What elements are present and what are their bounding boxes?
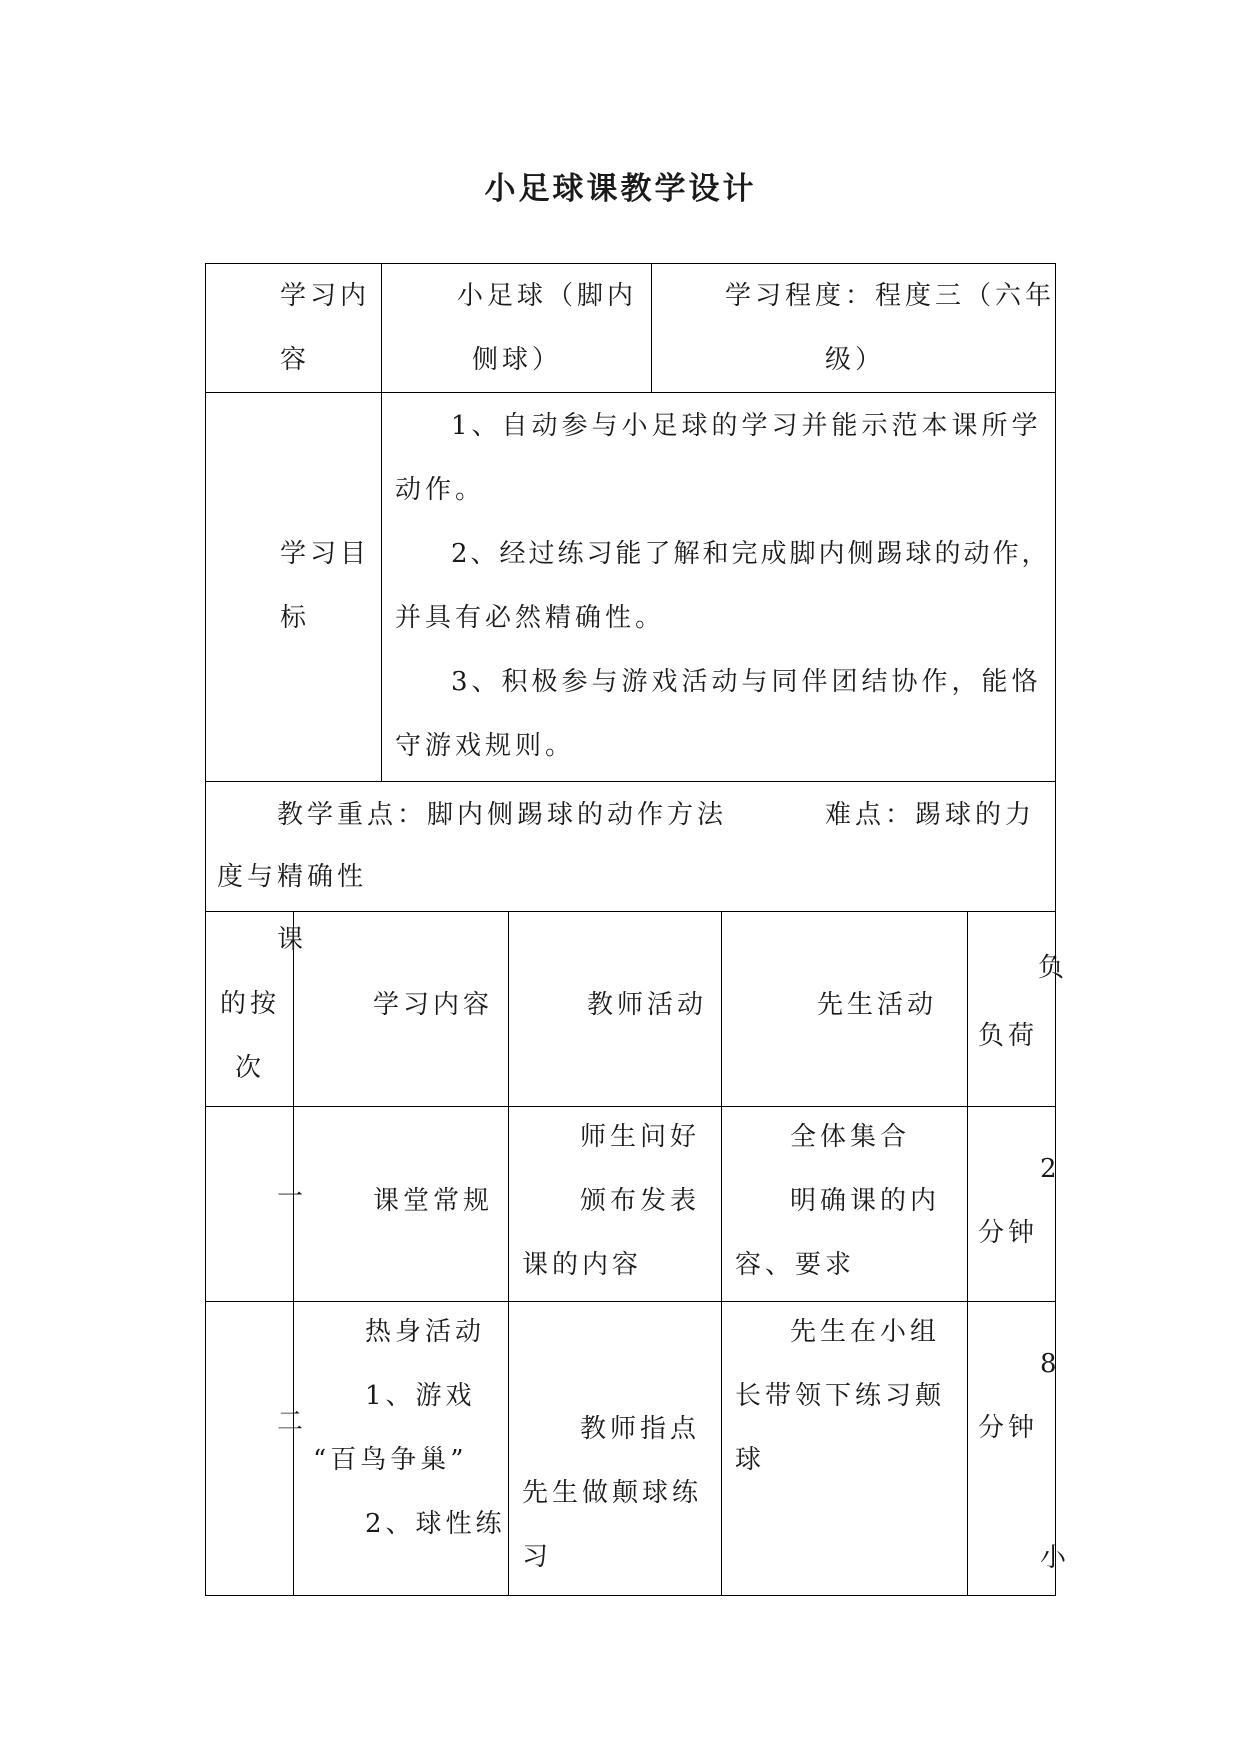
row-order: 二 (277, 1407, 308, 1437)
row-content: 2、球性练 (365, 1509, 506, 1539)
row-teacher: 习 (522, 1542, 553, 1572)
key-point: 教学重点：脚内侧踢球的动作方法 (277, 800, 728, 830)
order-header: 的按 (220, 989, 281, 1019)
load-header: 负荷 (978, 1021, 1039, 1051)
row-content: “百鸟争巢” (313, 1445, 468, 1475)
row-student: 明确课的内 (790, 1186, 941, 1216)
content-header: 学习内容 (373, 990, 494, 1020)
content-label: 学习内 (280, 281, 371, 311)
row-divider (205, 781, 1056, 782)
order-header: 次 (235, 1053, 266, 1083)
row-order-clip (205, 1302, 308, 1595)
row-load: 8 (1040, 1349, 1061, 1379)
objectives-label: 标 (280, 603, 311, 633)
row-teacher: 先生做颠球练 (522, 1478, 703, 1508)
objective-line: 守游戏规则。 (395, 731, 576, 761)
column-divider (508, 911, 509, 1596)
load-header: 负 (1038, 953, 1069, 983)
content-value: 侧球） (472, 345, 563, 375)
row-load: 分钟 (978, 1218, 1039, 1248)
teacher-header: 教师活动 (587, 990, 708, 1020)
row-load-clip (968, 1302, 1071, 1595)
objective-line: 并具有必然精确性。 (395, 603, 666, 633)
order-header-clip (205, 912, 308, 1106)
row-student: 全体集合 (790, 1122, 911, 1152)
column-divider (293, 911, 294, 1596)
difficulty-clip (825, 793, 1056, 837)
difficulty: 难点：踢球的力 (825, 800, 1036, 830)
objective-line: 2、经过练习能了解和完成脚内侧踢球的动作， (451, 539, 1051, 569)
content-value: 小足球（脚内 (457, 281, 638, 311)
grade-level: 学习程度：程度三（六年 (725, 281, 1056, 311)
student-header: 先生活动 (817, 990, 938, 1020)
objectives-label: 学习目 (280, 539, 371, 569)
objective-line: 1、自动参与小足球的学习并能示范本课所学 (451, 411, 1042, 441)
row-teacher: 师生问好 (580, 1122, 701, 1152)
row-load: 2 (1040, 1154, 1061, 1184)
row-content: 1、游戏 (365, 1381, 476, 1411)
load-header-clip (968, 912, 1069, 1106)
row-divider (205, 392, 1056, 393)
row-divider (205, 1106, 1056, 1107)
objective-line: 动作。 (395, 475, 486, 505)
row-content: 课堂常规 (373, 1186, 494, 1216)
row-teacher: 教师指点 (580, 1414, 701, 1444)
row-student: 球 (735, 1445, 766, 1475)
row-student: 容、要求 (735, 1250, 856, 1280)
column-divider (651, 263, 652, 392)
row-load: 小 (1040, 1543, 1071, 1573)
lesson-plan-table (205, 263, 1071, 1596)
row-divider (205, 1301, 1056, 1302)
row-teacher: 颁布发表 (580, 1186, 701, 1216)
row-student: 先生在小组 (790, 1317, 941, 1347)
row-order-clip (205, 1107, 308, 1301)
order-header: 课 (277, 925, 308, 955)
column-divider (721, 911, 722, 1596)
row-teacher: 课的内容 (522, 1250, 643, 1280)
column-divider (381, 263, 382, 781)
row-load: 分钟 (978, 1413, 1039, 1443)
document-title: 小足球课教学设计 (484, 171, 757, 207)
row-content: 热身活动 (365, 1317, 486, 1347)
content-label: 容 (280, 345, 311, 375)
grade-level: 级） (825, 345, 886, 375)
row-student: 长带领下练习颠 (735, 1381, 946, 1411)
difficulty-continued: 度与精确性 (217, 862, 368, 892)
objective-line: 3、积极参与游戏活动与同伴团结协作，能恪 (451, 667, 1042, 697)
row-divider (205, 911, 1056, 912)
row-load-clip (968, 1107, 1061, 1301)
row-order: 一 (277, 1182, 308, 1212)
